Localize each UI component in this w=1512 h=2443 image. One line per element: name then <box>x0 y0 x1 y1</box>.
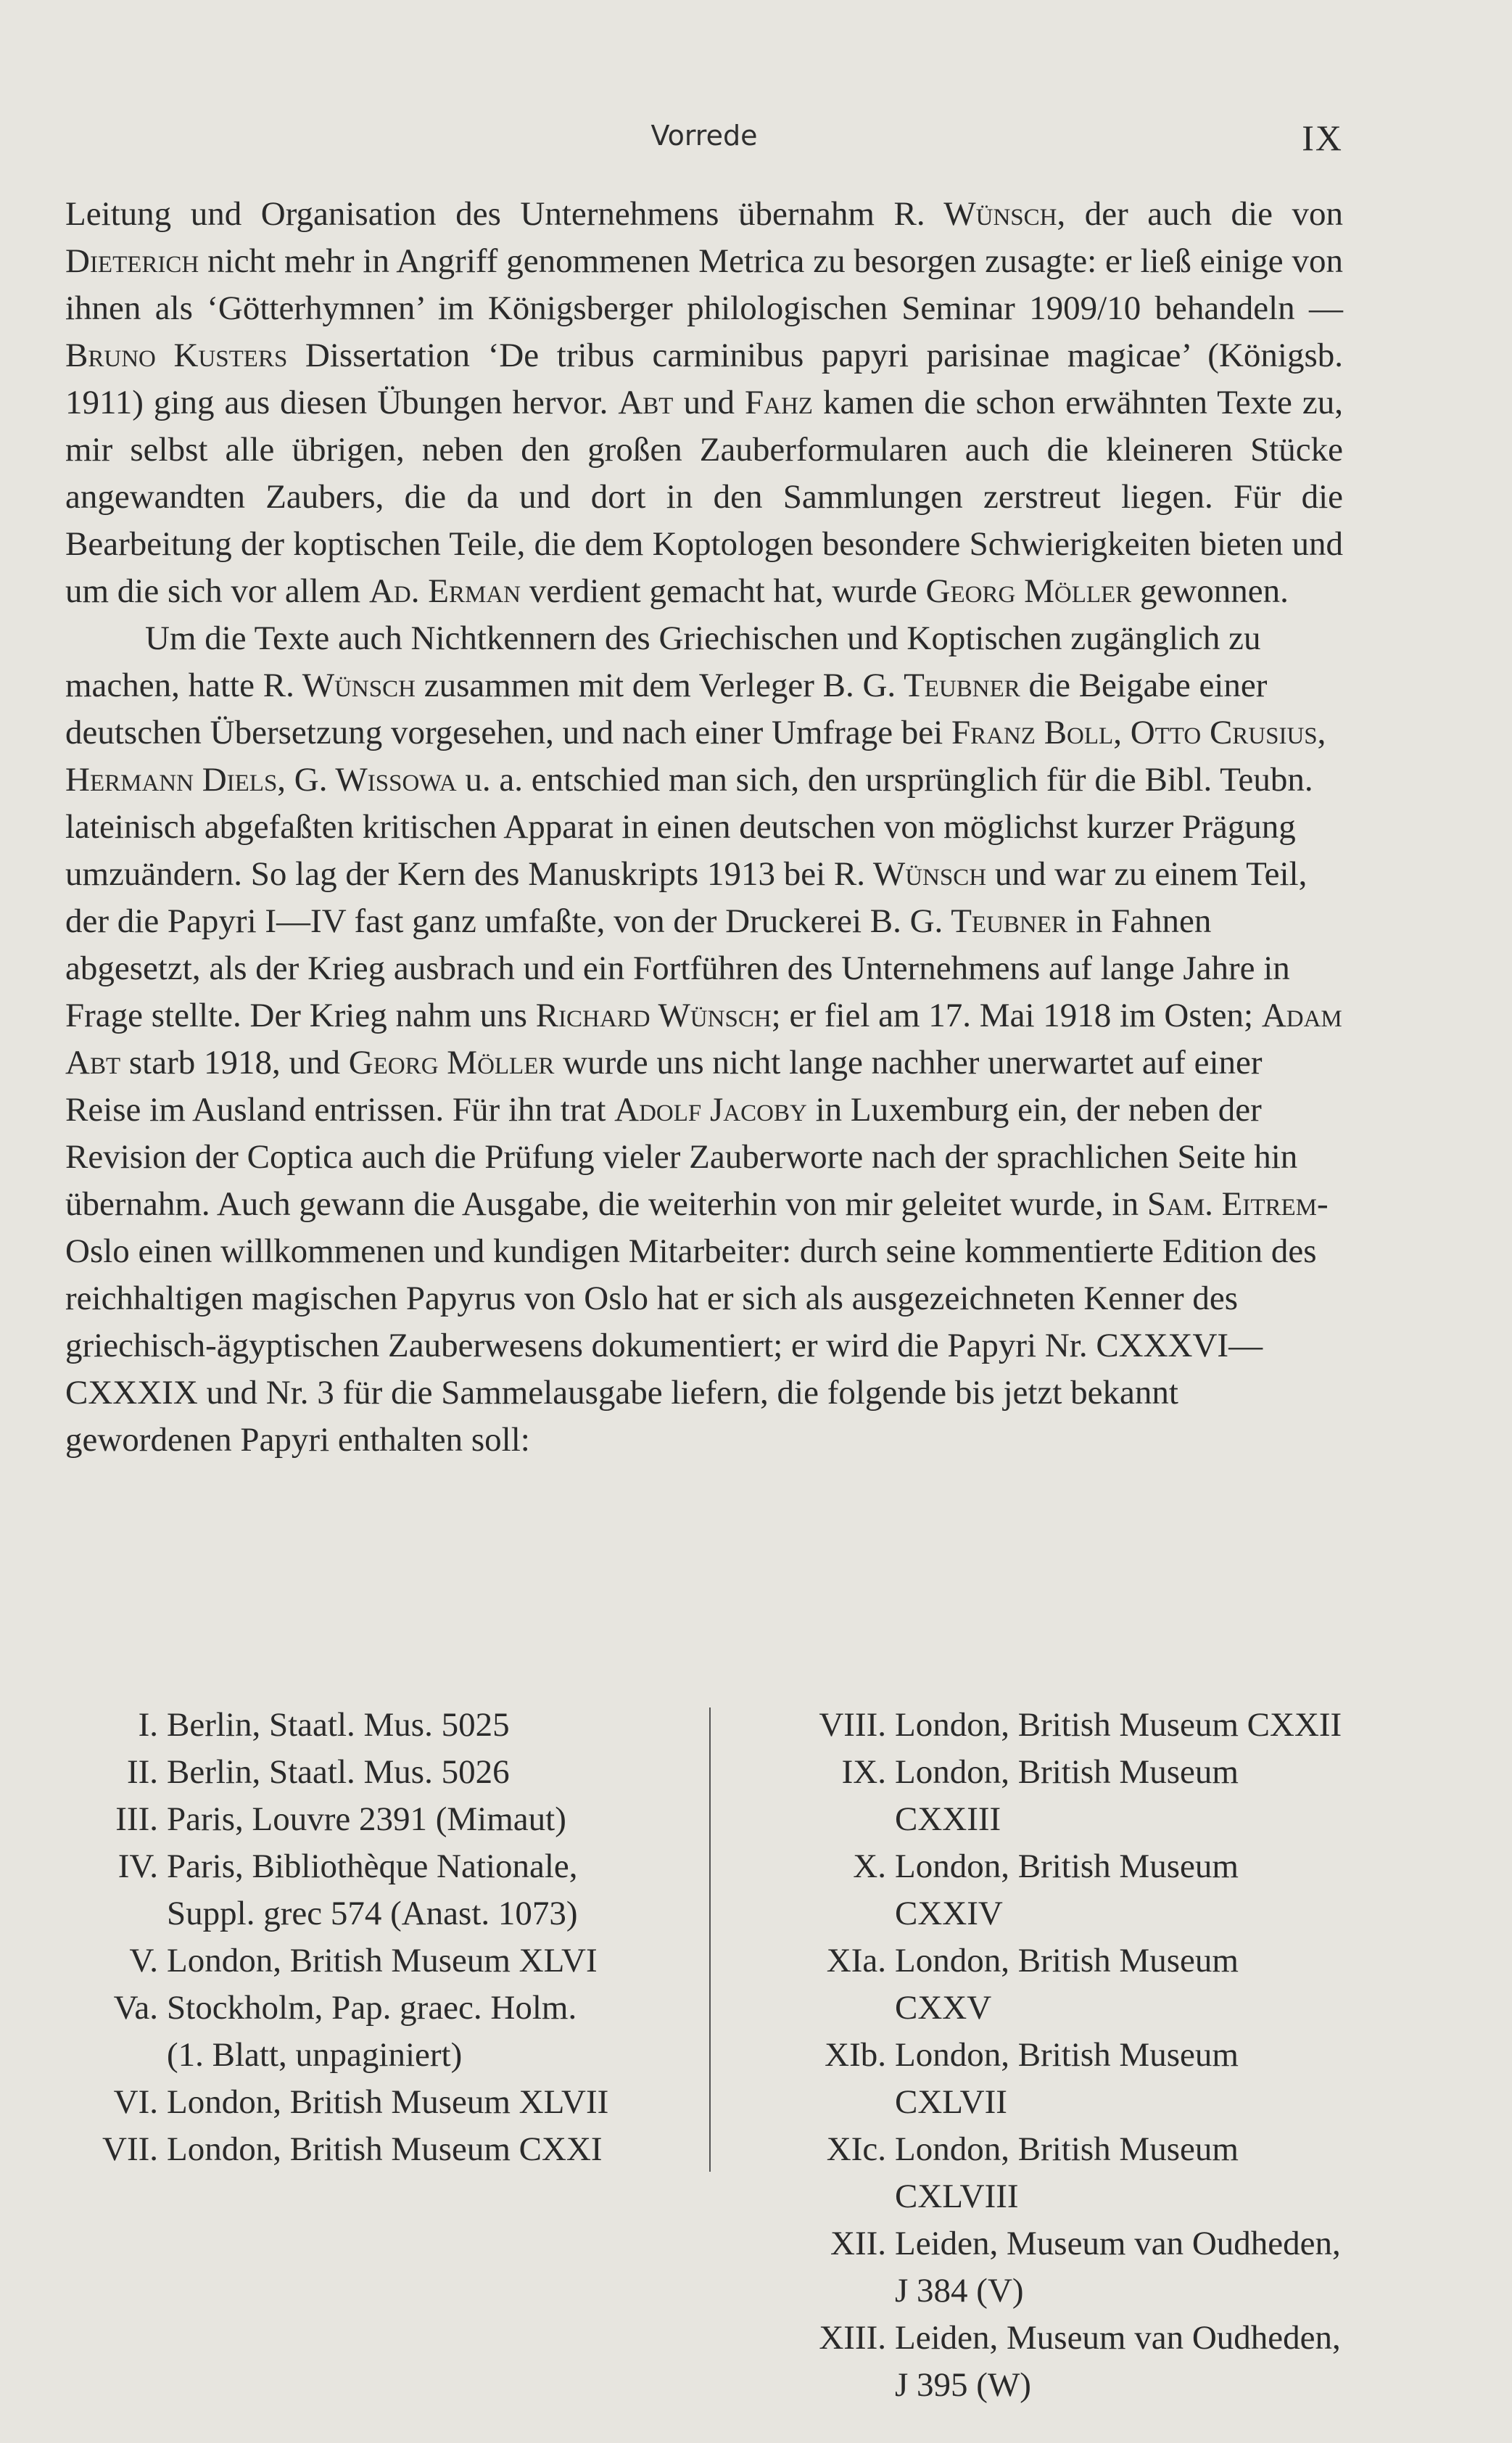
papyrus-number: II. <box>126 1753 158 1791</box>
papyrus-location <box>895 1749 1343 1843</box>
papyrus-location-line: London, British Museum CXXIII <box>895 1753 1239 1838</box>
person-name: Fahz <box>744 384 813 421</box>
person-name: R. Wünsch <box>263 667 416 704</box>
person-name: Adam Abt <box>65 997 1342 1082</box>
papyrus-entry <box>718 2126 1343 2220</box>
papyrus-number: III. <box>115 1800 158 1838</box>
person-name: Georg Möller <box>348 1044 555 1082</box>
person-name: B. G. Teubner <box>869 902 1067 940</box>
papyrus-entry <box>718 2315 1343 2409</box>
papyrus-entry <box>65 2079 703 2126</box>
papyrus-entry <box>65 1796 703 1843</box>
papyrus-location-line: London, British Museum CXXI <box>167 2130 603 2168</box>
papyrus-location-line: London, British Museum CXXV <box>895 1942 1239 2027</box>
papyri-list-right <box>718 1702 1343 2409</box>
person-name: Georg Möller <box>925 572 1132 610</box>
papyrus-location <box>895 2032 1343 2126</box>
papyrus-location-line: Berlin, Staatl. Mus. 5026 <box>167 1753 510 1791</box>
person-name: Otto Crusius <box>1130 714 1318 751</box>
papyrus-entry <box>65 2126 703 2173</box>
person-name: Abt <box>618 384 674 421</box>
papyrus-location-line: London, British Museum XLVI <box>167 1942 598 1979</box>
papyrus-number: Va. <box>113 1989 158 2027</box>
person-name: Bruno Kusters <box>65 337 288 374</box>
person-name: B. G. Teubner <box>822 667 1020 704</box>
papyrus-location <box>895 2126 1343 2220</box>
papyrus-entry <box>718 2032 1343 2126</box>
papyrus-location <box>167 2126 703 2173</box>
person-name: Richard Wünsch <box>535 997 772 1034</box>
papyrus-location <box>167 1985 703 2079</box>
papyrus-location-line: J 384 (V) <box>895 2272 1024 2310</box>
papyrus-location-line: Leiden, Museum van Oudheden, <box>895 2319 1341 2357</box>
papyrus-entry <box>65 1843 703 1937</box>
papyrus-entry <box>65 1702 703 1749</box>
person-name: G. Wissowa <box>294 761 457 799</box>
papyrus-location <box>895 1937 1343 2032</box>
papyrus-location-line: London, British Museum XLVII <box>167 2083 609 2121</box>
person-name: Sam. Eitrem <box>1147 1185 1318 1223</box>
papyrus-location-line: J 395 (W) <box>895 2366 1031 2404</box>
person-name: Franz Boll <box>951 714 1114 751</box>
papyrus-location <box>167 1749 703 1796</box>
person-name: R. Wünsch <box>893 195 1057 233</box>
papyrus-location-line: London, British Museum CXXIV <box>895 1847 1239 1932</box>
papyrus-location-line: Paris, Bibliothèque Nationale, <box>167 1847 578 1885</box>
papyrus-number: XIa. <box>826 1942 886 1979</box>
papyrus-entry <box>718 1937 1343 2032</box>
papyrus-location-line: Berlin, Staatl. Mus. 5025 <box>167 1706 510 1744</box>
papyrus-number: VII. <box>102 2130 158 2168</box>
running-header <box>65 120 1343 163</box>
papyrus-number: V. <box>129 1942 158 1979</box>
paragraph-1: Leitung und Organisation des Unternehmens übernahm R. Wünsch, der auch die von Dieterich nicht mehr in Angriff genommenen Metrica zu besorgen zusagte: er ließ einige von ihnen als ‘Götterhymnen’ im Königsberger philologischen Seminar 1909/10 behandeln — Bruno Kusters Dissertation ‘De tribus carminibus papyri parisinae magicae’ (Königsb. 1911) ging aus diesen Übungen hervor. Abt und Fahz kamen die schon erwähnten Texte zu, mir selbst alle übrigen, neben den großen Zauberformularen auch die kleineren Stücke angewandten Zaubers, die da und dort in den Sammlungen zerstreut liegen. Für die Bearbeitung der koptischen Teile, die dem Koptologen besondere Schwierigkeiten bieten und um die sich vor allem Ad. Erman verdient gemacht hat, wurde Georg Möller gewonnen. <box>65 195 1344 610</box>
column-divider <box>709 1707 711 2172</box>
papyrus-entry <box>718 1702 1343 1749</box>
papyrus-number: X. <box>853 1847 886 1885</box>
papyrus-entry <box>718 1749 1343 1843</box>
person-name: Adolf Jacoby <box>614 1091 807 1129</box>
papyrus-location <box>167 2079 703 2126</box>
papyrus-number: VI. <box>113 2083 158 2121</box>
papyrus-location <box>167 1843 703 1937</box>
papyrus-location <box>895 1702 1343 1749</box>
person-name: R. Wünsch <box>833 855 987 893</box>
papyrus-entry <box>65 1985 703 2079</box>
person-name: Dieterich <box>65 242 199 280</box>
papyrus-number: IV. <box>117 1847 158 1885</box>
papyrus-location <box>895 1843 1343 1937</box>
papyrus-number: VIII. <box>819 1706 886 1744</box>
papyrus-location-line: (1. Blatt, unpaginiert) <box>167 2036 463 2074</box>
papyrus-location-line: Stockholm, Pap. graec. Holm. <box>167 1989 577 2027</box>
papyrus-number: XIb. <box>825 2036 886 2074</box>
papyrus-entry <box>65 1937 703 1985</box>
papyrus-number: I. <box>138 1706 158 1744</box>
papyrus-location-line: Paris, Louvre 2391 (Mimaut) <box>167 1800 566 1838</box>
papyrus-location <box>167 1937 703 1985</box>
papyrus-location-line: London, British Museum CXLVIII <box>895 2130 1239 2215</box>
papyrus-location-line: London, British Museum CXLVII <box>895 2036 1239 2121</box>
papyrus-location <box>167 1702 703 1749</box>
papyrus-location <box>895 2220 1343 2315</box>
papyrus-location-line: Suppl. grec 574 (Anast. 1073) <box>167 1895 578 1932</box>
papyrus-number: IX. <box>841 1753 886 1791</box>
person-name: Hermann Diels <box>65 761 278 799</box>
papyrus-number: XIII. <box>819 2319 886 2357</box>
papyrus-number: XIc. <box>826 2130 886 2168</box>
page-number: IX <box>1302 118 1343 158</box>
person-name: Ad. Erman <box>368 572 521 610</box>
papyri-list-left <box>65 1702 703 2173</box>
papyrus-entry <box>718 1843 1343 1937</box>
papyrus-location <box>895 2315 1343 2409</box>
body-text <box>65 191 1343 1464</box>
papyrus-entry <box>65 1749 703 1796</box>
papyrus-location-line: London, British Museum CXXII <box>895 1706 1342 1744</box>
papyrus-number: XII. <box>830 2225 886 2262</box>
papyrus-location <box>167 1796 703 1843</box>
header-title: Vorrede <box>650 120 758 152</box>
papyrus-entry <box>718 2220 1343 2315</box>
papyrus-location-line: Leiden, Museum van Oudheden, <box>895 2225 1341 2262</box>
paragraph-2: Um die Texte auch Nichtkennern des Griechischen und Koptischen zugänglich zu machen, hatte R. Wünsch zusammen mit dem Verleger B. G. Teubner die Beigabe einer deutschen Übersetzung vorgesehen, und nach einer Umfrage bei Franz Boll, Otto Crusius, Hermann Diels, G. Wissowa u. a. entschied man sich, den ursprünglich für die Bibl. Teubn. lateinisch abgefaßten kritischen Apparat in einen deutschen von möglichst kurzer Prägung umzuändern. So lag der Kern des Manuskripts 1913 bei R. Wünsch und war zu einem Teil, der die Papyri I—IV fast ganz umfaßte, von der Druckerei B. G. Teubner in Fahnen abgesetzt, als der Krieg ausbrach und ein Fortführen des Unternehmens auf lange Jahre in Frage stellte. Der Krieg nahm uns Richard Wünsch; er fiel am 17. Mai 1918 im Osten; Adam Abt starb 1918, und Georg Möller wurde uns nicht lange nachher unerwartet auf einer Reise im Ausland entrissen. Für ihn trat Adolf Jacoby in Luxemburg ein, der neben der Revision der Coptica auch die Prüfung vieler Zauberworte nach der sprachlichen Seite hin übernahm. Auch gewann die Ausgabe, die weiterhin von mir geleitet wurde, in Sam. Eitrem-Oslo einen willkommenen und kundigen Mitarbeiter: durch seine kommentierte Edition des reichhaltigen magischen Papyrus von Oslo hat er sich als ausgezeichneten Kenner des griechisch-ägyptischen Zauberwesens dokumentiert; er wird die Papyri Nr. CXXXVI—CXXXIX und Nr. 3 für die Sammelausgabe liefern, die folgende bis jetzt bekannt gewordenen Papyri enthalten soll: <box>65 619 1342 1459</box>
